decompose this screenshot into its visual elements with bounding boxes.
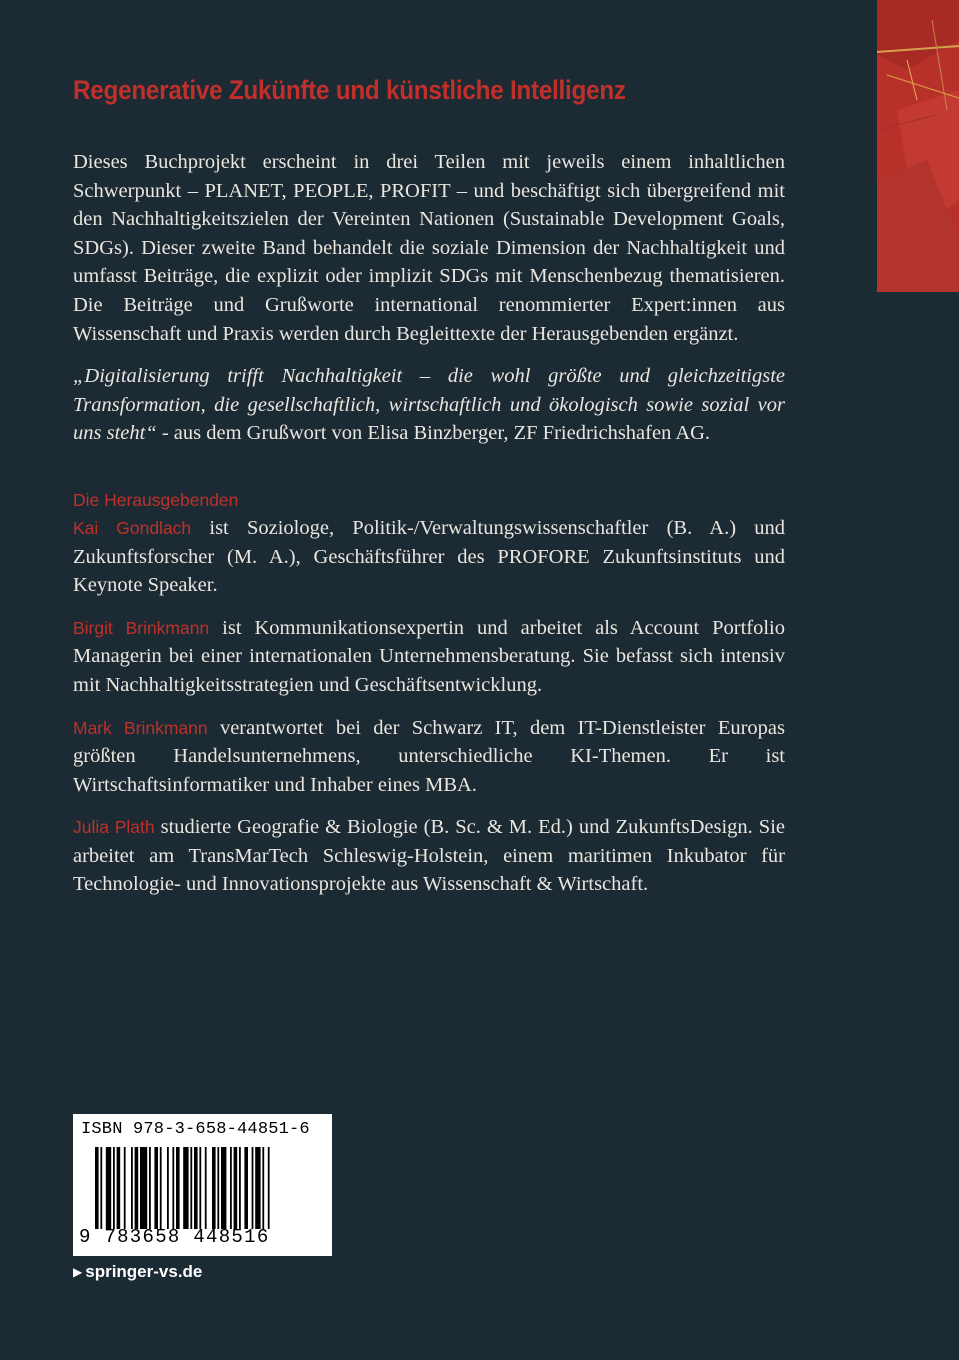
quote-attribution: - aus dem Grußwort von Elisa Binzberger, ZF Friedrichshafen AG.	[156, 422, 711, 445]
isbn-barcode	[73, 1114, 332, 1256]
quote-paragraph	[73, 362, 785, 448]
back-cover-text	[73, 72, 785, 913]
publisher-url	[73, 1262, 202, 1282]
editor-bio-text: verantwortet bei der Schwarz IT, dem IT-Dienstleister Europas größten Handelsunternehmens, unterschiedliche KI-Themen. Er ist Wirtschaftsinformatiker und Inhaber eines MBA.	[73, 716, 785, 796]
play-arrow-icon: ▶	[73, 1265, 83, 1279]
editor-bio	[73, 714, 785, 800]
editor-bio-text: ist Soziologe, Politik-/Verwaltungswissenschaftler (B. A.) und Zukunftsforscher (M. A.), Geschäftsführer des PROFORE Zukunftsinstituts und Keynote Speaker.	[73, 516, 786, 597]
editor-bio-text: ist Kommunikationsexpertin und arbeitet als Account Portfolio Managerin bei einer internationalen Unternehmensberatung. Sie befasst sich intensiv mit Nachhaltigkeitsstrategien und Geschäftsentwicklung.	[73, 616, 785, 696]
editor-name: Julia Plath	[73, 817, 155, 838]
ean-digits: 9 783658 448516	[79, 1226, 270, 1248]
editor-bio	[73, 514, 785, 600]
editor-name: Birgit Brinkmann	[73, 617, 210, 638]
cover-accent-graphic	[877, 0, 959, 292]
editor-name: Mark Brinkmann	[73, 717, 208, 738]
quote-text: „Digitalisierung trifft Nachhaltigkeit – die wohl größte und gleichzeitigste Transformation, die gesellschaftlich, wirtschaftlich und ökologisch sowie sozial vor uns steht“	[73, 365, 785, 445]
editor-bio-text: studierte Geografie & Biologie (B. Sc. & M. Ed.) und ZukunftsDesign. Sie arbeitet am TransMarTech Schleswig-Holstein, einem maritimen Inkubator für Technologie- und Innovationsprojekte aus Wissenschaft & Wirtschaft.	[73, 816, 785, 896]
editor-bio	[73, 614, 785, 700]
isbn-label: ISBN 978-3-658-44851-6	[81, 1120, 310, 1139]
book-title: Regenerative Zukünfte und künstliche Intelligenz	[73, 75, 626, 105]
editor-bio	[73, 813, 785, 899]
barcode-bars	[95, 1147, 313, 1229]
intro-paragraph: Dieses Buchprojekt erscheint in drei Teilen mit jeweils einem inhaltlichen Schwerpunkt – PLANET, PEOPLE, PROFIT – und beschäftigt sich übergreifend mit den Nachhaltigkeitszielen der Vereinten Nationen (Sustainable Development Goals, SDGs). Dieser zweite Band behandelt die soziale Dimension der Nachhaltigkeit und umfasst Beiträge, die explizit oder implizit SDGs mit Menschenbezug thematisieren. Die Beiträge und Grußworte international renommierter Expert:innen aus Wissenschaft und Praxis werden durch Begleittexte der Herausgebenden ergänzt.	[73, 151, 785, 345]
editor-name: Kai Gondlach	[73, 517, 192, 538]
editors-heading: Die Herausgebenden	[73, 489, 239, 510]
publisher-text: springer-vs.de	[85, 1262, 203, 1281]
